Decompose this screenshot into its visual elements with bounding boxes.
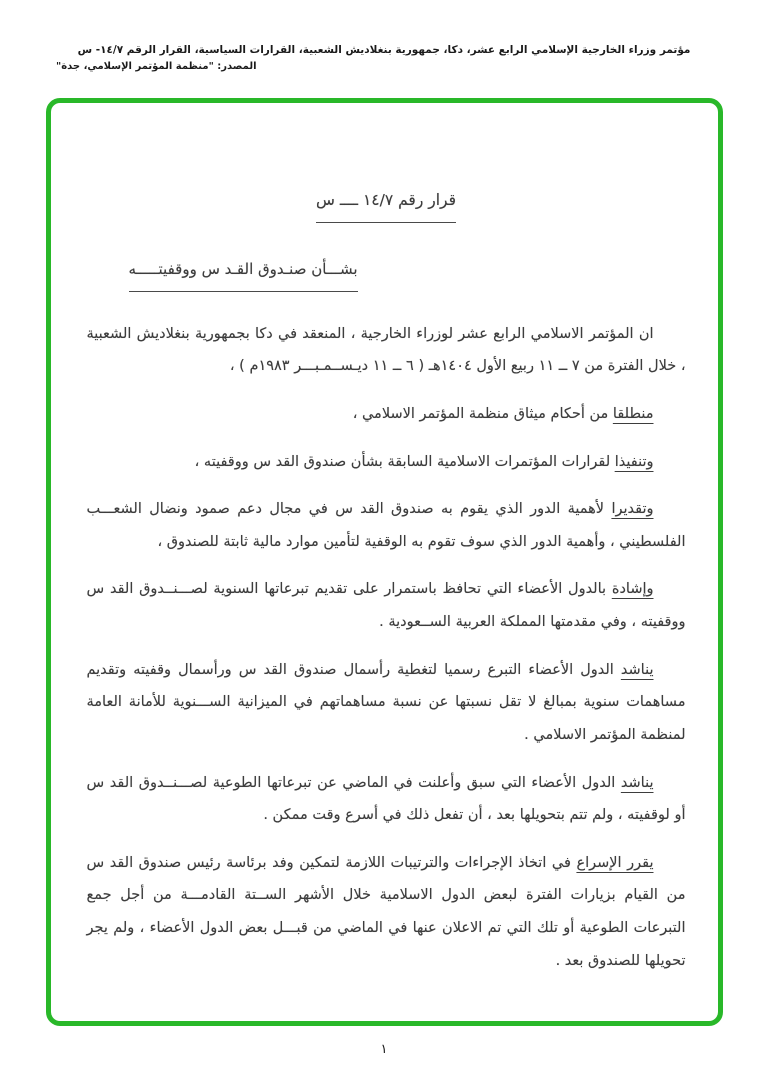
header-source-line: المصدر: "منظمة المؤتمر الإسلامي، جدة" [56, 61, 257, 72]
paragraph-lead: وإشادة [611, 581, 654, 598]
resolution-paragraph [87, 573, 686, 638]
resolution-paragraph [87, 446, 686, 479]
resolution-subtitle: بشـــأن صنـدوق القـد س ووقفيتـــــه [129, 253, 358, 292]
paragraph-lead: يناشد [620, 774, 654, 791]
paragraph-text: لأهمية الدور الذي يقوم به صندوق القد س في مجال دعم صمود ونضال الشعـــب الفلسطيني ، وأهمية الدور الذي سوف تقوم به الوقفية لتأمين موارد مالية ثابتة للصندوق ، [86, 501, 686, 550]
paragraph-lead: وتنفيذا [614, 453, 654, 470]
resolution-title: قرار رقم ١٤/٧ ــــ س [316, 183, 456, 223]
resolution-paragraph [87, 654, 686, 752]
resolution-paragraph [87, 767, 686, 832]
resolution-paragraph [87, 318, 686, 383]
paragraph-text: ان المؤتمر الاسلامي الرابع عشر لوزراء الخارجية ، المنعقد في دكا بجمهورية بنغلاديش الشعبية ، خلال الفترة من ٧ ــ ١١ ربيع الأول ١٤٠٤هـ ( ٦ ــ ١١ ديـســمـبـــر ١٩٨٣م ) ، [86, 325, 686, 375]
resolution-paragraph [87, 847, 686, 978]
paragraph-text: بالدول الأعضاء التي تحافظ باستمرار على تقديم تبرعاتها السنوية لصـــنــدوق القد س ووقفيته ، وفي مقدمتها المملكة العربية الســعودية . [86, 581, 686, 630]
resolution-paragraph [87, 398, 686, 431]
paragraph-text: في اتخاذ الإجراءات والترتيبات اللازمة لتمكين وفد برئاسة رئيس صندوق القد س من القيام بزيارات الفترة لبعض الدول الاسلامية خلال الأشهر الســتة القادمـــة من أجل جمع التبرعات الطوعية أو تلك التي تم الاعلان عنها في الماضي من قبـــل بعض الدول الأعضاء ، ولم يجر تحويلها للصندوق بعد . [86, 854, 686, 969]
paragraph-lead: وتقديرا [611, 501, 654, 518]
page-footer [0, 1038, 768, 1057]
document-header [0, 0, 768, 72]
paragraph-text: لقرارات المؤتمرات الاسلامية السابقة بشأن صندوق القد س ووقفيته ، [194, 453, 615, 470]
header-citation-line: مؤتمر وزراء الخارجية الإسلامي الرابع عشر، دكا، جمهورية بنغلاديش الشعبية، القرارات السياسية، القرار الرقم ١٤/٧- س [77, 44, 691, 56]
paragraph-text: من أحكام ميثاق منظمة المؤتمر الاسلامي ، [352, 405, 613, 422]
paragraph-lead: يناشد [620, 661, 654, 678]
paragraph-lead: منطلقا [612, 405, 654, 422]
scanned-document-body [51, 103, 718, 995]
scanned-document-frame [46, 98, 723, 1026]
page-number: ١ [380, 1042, 388, 1057]
paragraph-text: الدول الأعضاء التبرع رسميا لتغطية رأسمال صندوق القد س ورأسمال وقفيته وتقديم مساهمات سنوية بمبالغ لا تقل نسبتها عن نسبة مساهماتهم في الميزانية الســـنوية للأمانة العامة لمنظمة المؤتمر الاسلامي . [86, 661, 686, 743]
resolution-paragraph [87, 493, 686, 558]
paragraph-lead: يقرر الإسراع [576, 854, 654, 871]
paragraph-text: الدول الأعضاء التي سبق وأعلنت في الماضي عن تبرعاتها الطوعية لصـــنــدوق القد س أو لوقفيته ، ولم تتم بتحويلها بعد ، أن تفعل ذلك في أسرع وقت ممكن . [86, 774, 686, 824]
